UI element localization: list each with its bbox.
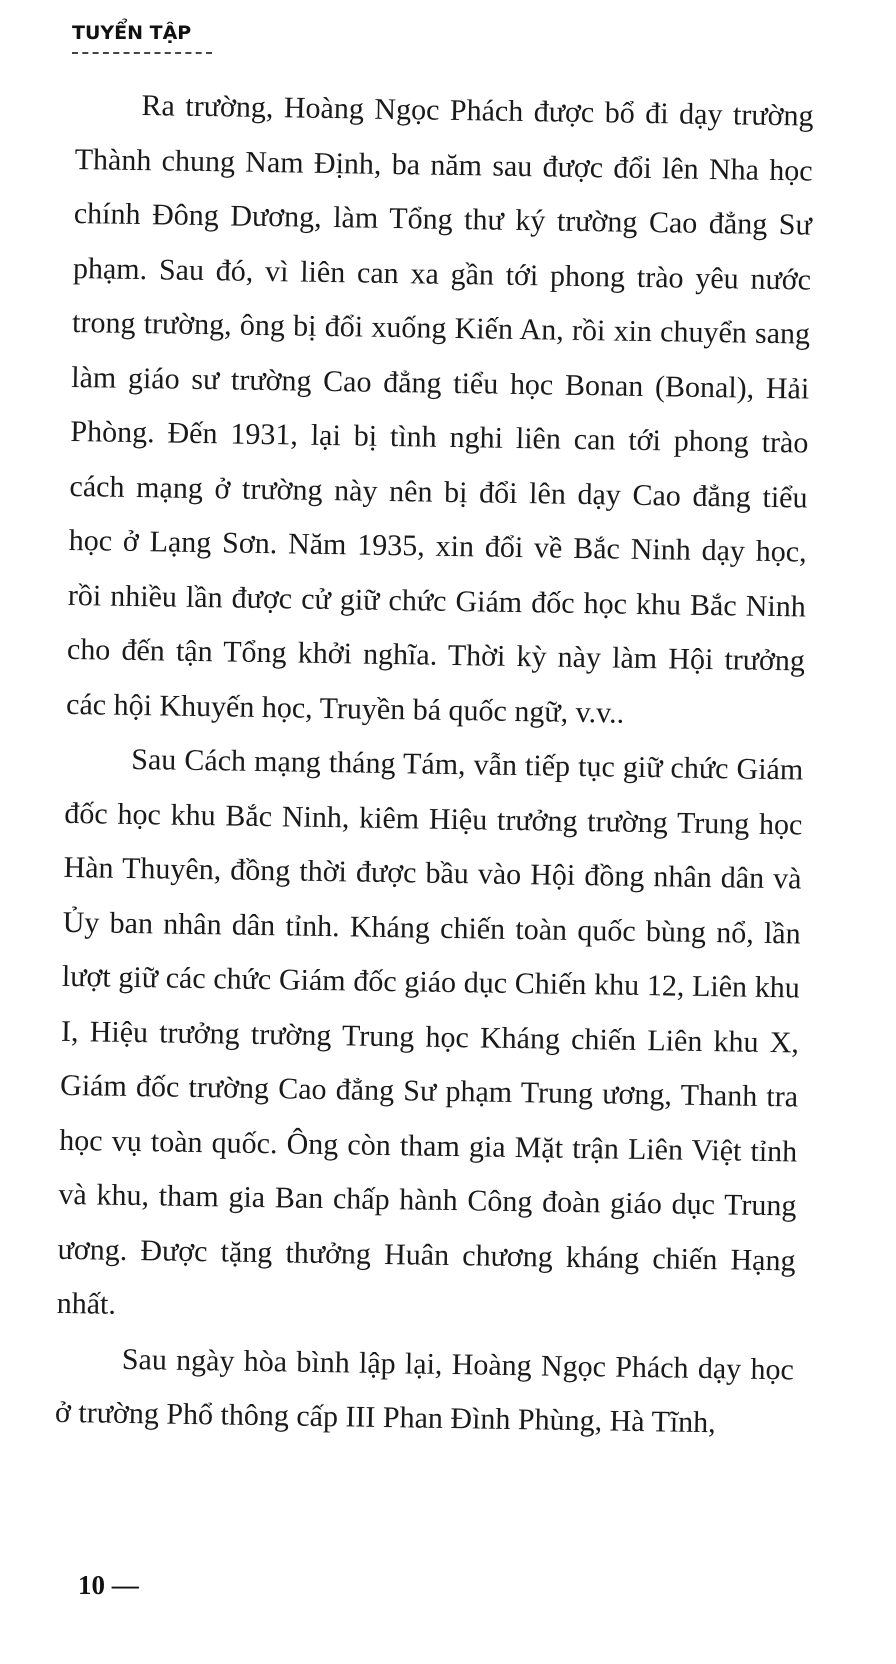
paragraph-1: Ra trường, Hoàng Ngọc Phách được bổ đi dạy trường Thành chung Nam Định, ba năm sau được đổi lên Nha học chính Đông Dương, làm Tổng thư ký trường Cao đẳng Sư phạm. Sau đó, vì liên can xa gần tới phong trào yêu nước trong trường, ông bị đổi xuống Kiến An, rồi xin chuyển sang làm giáo sư trường Cao đẳng tiểu học Bonan (Bonal), Hải Phòng. Đến 1931, lại bị tình nghi liên can tới phong trào cách mạng ở trường này nên bị đổi lên dạy Cao đẳng tiểu học ở Lạng Sơn. Năm 1935, xin đổi về Bắc Ninh dạy học, rồi nhiều lần được cử giữ chức Giám đốc học khu Bắc Ninh cho đến tận Tổng khởi nghĩa. Thời kỳ này làm Hội trưởng các hội Khuyến học, Truyền bá quốc ngữ, v.v.. xyxy=(65,89,814,730)
paragraph-2: Sau Cách mạng tháng Tám, vẫn tiếp tục giữ chức Giám đốc học khu Bắc Ninh, kiêm Hiệu trưởng trường Trung học Hàn Thuyên, đồng thời được bầu vào Hội đồng nhân dân và Ủy ban nhân dân tỉnh. Kháng chiến toàn quốc bùng nổ, lần lượt giữ các chức Giám đốc giáo dục Chiến khu 12, Liên khu I, Hiệu trưởng trường Trung học Kháng chiến Liên khu X, Giám đốc trường Cao đẳng Sư phạm Trung ương, Thanh tra học vụ toàn quốc. Ông còn tham gia Mặt trận Liên Việt tỉnh và khu, tham gia Ban chấp hành Công đoàn giáo dục Trung ương. Được tặng thưởng Huân chương kháng chiến Hạng nhất. xyxy=(56,742,804,1321)
body-text xyxy=(55,78,814,1452)
page-number: 10 — xyxy=(78,1570,139,1600)
header-dashed-rule xyxy=(72,52,212,54)
paragraph-3: Sau ngày hòa bình lập lại, Hoàng Ngọc Phách dạy học ở trường Phổ thông cấp III Phan Đình Phùng, Hà Tĩnh, xyxy=(54,1342,795,1440)
running-header: TUYỂN TẬP xyxy=(72,22,192,44)
